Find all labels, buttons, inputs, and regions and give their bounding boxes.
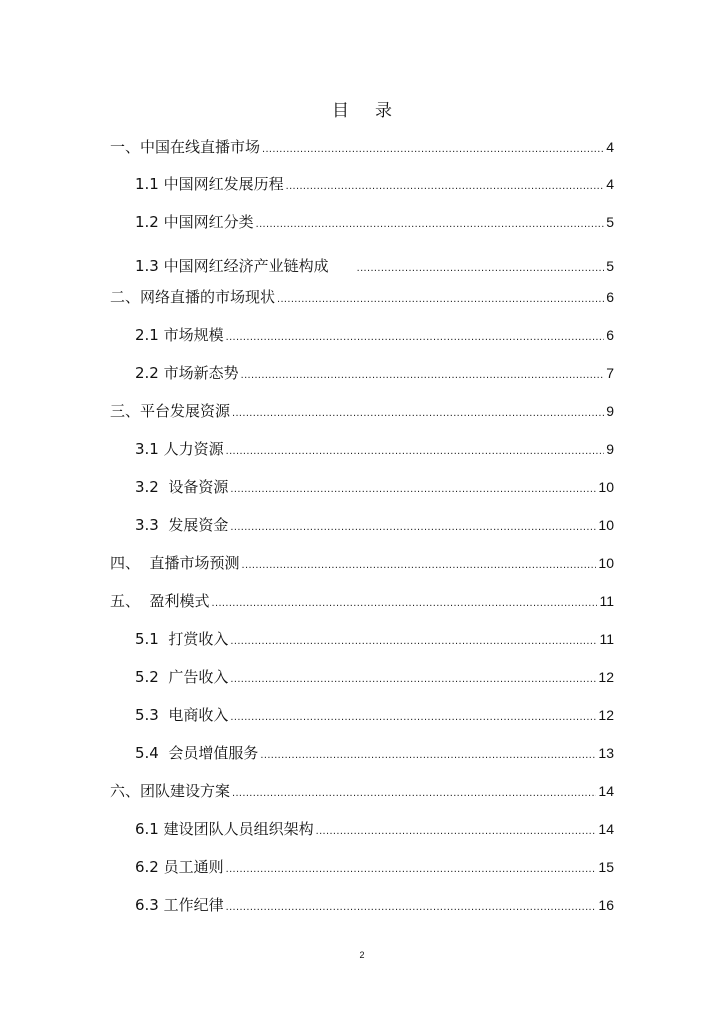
toc-leader-dots <box>277 290 604 308</box>
toc-entry-label: 五、 盈利模式 <box>110 592 210 610</box>
toc-entry-page: 7 <box>606 365 614 381</box>
toc-entry-page: 4 <box>606 176 614 192</box>
toc-entry-page: 10 <box>598 555 614 571</box>
toc-entry-page: 12 <box>598 707 614 723</box>
toc-leader-dots <box>230 480 596 498</box>
toc-entry-1-3[interactable] <box>135 255 614 277</box>
toc-leader-dots <box>241 366 605 384</box>
toc-entry-label: 5.3 电商收入 <box>135 706 229 724</box>
toc-entry-3-2[interactable] <box>135 476 614 498</box>
toc-entry-5-2[interactable] <box>135 666 614 688</box>
toc-entry-page: 11 <box>599 631 614 647</box>
toc-entry-label: 3.3 发展资金 <box>135 516 229 534</box>
toc-leader-dots <box>226 860 597 878</box>
toc-entry-label: 3.1 人力资源 <box>135 440 224 458</box>
toc-entry-page: 6 <box>606 289 614 305</box>
toc-entry-page: 10 <box>598 517 614 533</box>
toc-entry-label: 5.4 会员增值服务 <box>135 744 259 762</box>
toc-leader-dots <box>260 746 596 764</box>
toc-entry-page: 16 <box>598 897 614 913</box>
toc-title-char-2: 录 <box>375 101 392 121</box>
toc-entry-page: 14 <box>598 821 614 837</box>
toc-entry-label: 1.2 中国网红分类 <box>135 213 254 231</box>
toc-entry-2-1[interactable] <box>135 324 614 346</box>
toc-entry-3-3[interactable] <box>135 514 614 536</box>
toc-entry-label: 1.3 中国网红经济产业链构成 <box>135 257 329 275</box>
toc-leader-dots <box>230 708 596 726</box>
toc-entry-page: 5 <box>606 214 614 230</box>
toc-leader-dots <box>226 328 605 346</box>
toc-entry-label: 6.1 建设团队人员组织架构 <box>135 820 314 838</box>
footer-page-number: 2 <box>359 950 365 960</box>
toc-leader-dots <box>230 518 596 536</box>
toc-entry-1-2[interactable] <box>135 211 614 233</box>
toc-leader-dots <box>232 404 604 422</box>
toc-entry-page: 14 <box>598 783 614 799</box>
toc-leader-dots <box>226 442 605 460</box>
toc-entry-label: 2.1 市场规模 <box>135 326 224 344</box>
toc-entry-label: 6.3 工作纪律 <box>135 896 224 914</box>
toc-entry-2-2[interactable] <box>135 362 614 384</box>
toc-entry-3-1[interactable] <box>135 438 614 460</box>
toc-entry-page: 5 <box>606 258 614 274</box>
toc-entry-3[interactable] <box>110 400 614 422</box>
toc-entry-page: 11 <box>599 593 614 609</box>
toc-entry-5-3[interactable] <box>135 704 614 726</box>
toc-leader-dots <box>256 215 605 233</box>
toc-leader-dots <box>357 259 605 277</box>
toc-entry-page: 6 <box>606 327 614 343</box>
toc-leader-dots <box>212 594 598 612</box>
toc-entry-page: 9 <box>606 403 614 419</box>
toc-leader-dots <box>262 140 604 158</box>
toc-entry-label: 3.2 设备资源 <box>135 478 229 496</box>
toc-entry-6-2[interactable] <box>135 856 614 878</box>
toc-entry-6-3[interactable] <box>135 894 614 916</box>
toc-entry-label: 5.2 广告收入 <box>135 668 229 686</box>
toc-title-char-1: 目 <box>332 101 349 121</box>
toc-entry-page: 13 <box>598 745 614 761</box>
toc-entry-page: 12 <box>598 669 614 685</box>
toc-leader-dots <box>316 822 597 840</box>
toc-entry-page: 9 <box>606 441 614 457</box>
toc-entry-label: 一、中国在线直播市场 <box>110 138 261 156</box>
toc-entry-5-4[interactable] <box>135 742 614 764</box>
toc-leader-dots <box>230 632 597 650</box>
toc-entry-label: 二、网络直播的市场现状 <box>110 288 276 306</box>
toc-entry-1[interactable] <box>110 136 614 158</box>
toc-entry-page: 4 <box>606 139 614 155</box>
toc-entry-label: 六、团队建设方案 <box>110 782 231 800</box>
toc-leader-dots <box>230 670 596 688</box>
toc-title <box>0 96 724 121</box>
toc-entry-1-1[interactable] <box>135 173 614 195</box>
toc-entry-6[interactable] <box>110 780 614 802</box>
toc-entry-5[interactable] <box>110 590 614 612</box>
toc-entry-label: 三、平台发展资源 <box>110 402 231 420</box>
toc-entry-page: 15 <box>598 859 614 875</box>
toc-entry-4[interactable] <box>110 552 614 574</box>
toc-leader-dots <box>232 784 596 802</box>
toc-entry-2[interactable] <box>110 286 614 308</box>
toc-entry-label: 1.1 中国网红发展历程 <box>135 175 284 193</box>
toc-leader-dots <box>286 177 605 195</box>
toc-leader-dots <box>242 556 597 574</box>
toc-entry-label: 2.2 市场新态势 <box>135 364 239 382</box>
toc-entry-label: 5.1 打赏收入 <box>135 630 229 648</box>
toc-entry-page: 10 <box>598 479 614 495</box>
toc-entry-6-1[interactable] <box>135 818 614 840</box>
toc-entry-5-1[interactable] <box>135 628 614 650</box>
toc-entry-label: 6.2 员工通则 <box>135 858 224 876</box>
toc-leader-dots <box>226 898 597 916</box>
toc-entry-label: 四、 直播市场预测 <box>110 554 240 572</box>
